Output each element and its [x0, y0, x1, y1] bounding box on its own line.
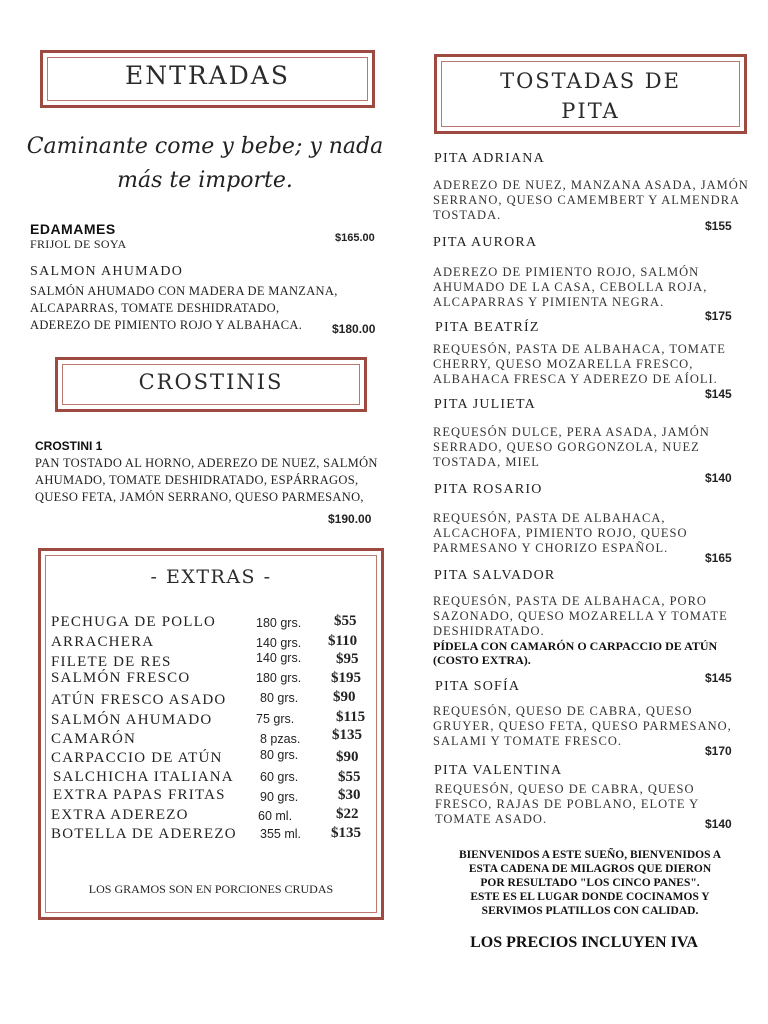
extras-title: - EXTRAS -: [150, 566, 272, 588]
extra-name: EXTRA PAPAS FRITAS: [53, 787, 226, 803]
desc-line: ALBAHACA FRESCA Y ADEREZO DE AÍOLI.: [433, 372, 718, 386]
extra-name: SALMÓN AHUMADO: [51, 712, 213, 728]
tostadas-title-line-1: TOSTADAS DE: [500, 69, 681, 93]
pita-price: $145: [705, 387, 732, 401]
price-includes-iva: LOS PRECIOS INCLUYEN IVA: [470, 934, 698, 951]
extra-name: SALMÓN FRESCO: [51, 670, 191, 686]
desc-line: TOSTADA, MIEL: [433, 455, 540, 469]
desc-line: REQUESÓN, PASTA DE ALBAHACA,: [433, 511, 666, 525]
welcome-line: POR RESULTADO "LOS CINCO PANES".: [480, 877, 700, 889]
welcome-message: [440, 848, 740, 918]
dish-name: EDAMAMES: [30, 221, 116, 237]
extra-price: $135: [331, 825, 361, 841]
desc-line: GRUYER, QUESO FETA, QUESO PARMESANO,: [433, 719, 732, 733]
extra-weight: 80 grs.: [260, 748, 299, 762]
pita-name: PITA SALVADOR: [434, 568, 556, 583]
desc-line: REQUESÓN, QUESO DE CABRA, QUESO: [435, 782, 695, 796]
dish-description: [30, 284, 338, 333]
extra-price: $55: [338, 769, 361, 785]
extra-price: $110: [328, 633, 358, 649]
pita-description: [433, 425, 710, 470]
desc-line: ALCACHOFA, PIMIENTO ROJO, QUESO: [433, 526, 688, 540]
pita-name: PITA VALENTINA: [434, 763, 563, 778]
welcome-line: ESTE ES EL LUGAR DONDE COCINAMOS Y: [470, 891, 710, 903]
extra-name: ARRACHERA: [51, 634, 155, 650]
extra-name: BOTELLA DE ADEREZO: [51, 826, 237, 842]
desc-line: ALCAPARRAS, TOMATE DESHIDRATADO,: [30, 301, 280, 315]
pita-price: $145: [705, 671, 732, 685]
desc-line: SALMÓN AHUMADO CON MADERA DE MANZANA,: [30, 284, 338, 298]
extra-weight: 180 grs.: [256, 616, 302, 630]
crostinis-header-frame: [55, 357, 367, 412]
extra-name: EXTRA ADEREZO: [51, 807, 189, 823]
dish-price: $165.00: [335, 232, 375, 244]
desc-line: TOSTADA.: [433, 208, 502, 222]
extra-weight: 75 grs.: [256, 712, 295, 726]
extra-name: ATÚN FRESCO ASADO: [51, 692, 227, 708]
desc-line: ADEREZO DE NUEZ, MANZANA ASADA, JAMÓN: [433, 178, 749, 192]
extra-weight: 140 grs.: [256, 651, 302, 665]
extra-weight: 355 ml.: [260, 827, 301, 841]
pita-name: PITA ADRIANA: [434, 151, 545, 166]
desc-line: ALCAPARRAS Y PIMIENTA NEGRA.: [433, 295, 665, 309]
desc-line: QUESO FETA, JAMÓN SERRANO, QUESO PARMESANO,: [35, 490, 364, 504]
extra-price: $22: [336, 806, 359, 822]
extra-weight: 60 grs.: [260, 770, 299, 784]
pita-description: [433, 342, 726, 387]
desc-line: ADEREZO DE PIMIENTO ROJO, SALMÓN: [433, 265, 700, 279]
pita-price: $170: [705, 744, 732, 758]
desc-line: FRESCO, RAJAS DE POBLANO, ELOTE Y: [435, 797, 700, 811]
desc-line: SAZONADO, QUESO MOZARELLA Y TOMATE: [433, 609, 728, 623]
pita-extra-note: [433, 639, 717, 667]
extra-name: CARPACCIO DE ATÚN: [51, 750, 223, 766]
pita-price: $140: [705, 471, 732, 485]
desc-line: AHUMADO, TOMATE DESHIDRATADO, ESPÁRRAGOS,: [35, 473, 359, 487]
entradas-header-frame: [40, 50, 375, 108]
desc-line: REQUESÓN, PASTA DE ALBAHACA, TOMATE: [433, 342, 726, 356]
pita-price: $165: [705, 551, 732, 565]
extra-weight: 90 grs.: [260, 790, 299, 804]
extra-name: PECHUGA DE POLLO: [51, 614, 217, 630]
entradas-title: ENTRADAS: [125, 61, 290, 90]
desc-line: ADEREZO DE PIMIENTO ROJO Y ALBAHACA.: [30, 318, 303, 332]
extra-weight: 80 grs.: [260, 691, 299, 705]
desc-line: REQUESÓN, QUESO DE CABRA, QUESO: [433, 704, 693, 718]
extra-name: SALCHICHA ITALIANA: [53, 769, 234, 785]
dish-description: FRIJOL DE SOYA: [30, 237, 127, 251]
extra-price: $135: [332, 727, 362, 743]
pita-description: [433, 704, 732, 749]
tostadas-title-line-2: PITA: [561, 99, 620, 123]
welcome-line: BIENVENIDOS A ESTE SUEÑO, BIENVENIDOS A: [458, 849, 722, 861]
dish-name: CROSTINI 1: [35, 439, 103, 453]
dish-price: $190.00: [328, 512, 372, 526]
pita-name: PITA JULIETA: [434, 397, 536, 412]
pita-name: PITA ROSARIO: [434, 482, 543, 497]
welcome-line: SERVIMOS PLATILLOS CON CALIDAD.: [481, 905, 699, 917]
pita-price: $175: [705, 309, 732, 323]
dish-price: $180.00: [332, 322, 376, 336]
pita-name: PITA SOFÍA: [435, 679, 521, 694]
desc-line: DESHIDRATADO.: [433, 624, 545, 638]
note-line: (COSTO EXTRA).: [433, 653, 531, 667]
extra-weight: 140 grs.: [256, 636, 302, 650]
extra-price: $195: [331, 670, 361, 686]
pita-description: [435, 782, 699, 827]
dish-description: [35, 456, 378, 505]
desc-line: CHERRY, QUESO MOZARELLA FRESCO,: [433, 357, 694, 371]
extra-name: CAMARÓN: [51, 731, 137, 747]
desc-line: TOMATE ASADO.: [435, 812, 548, 826]
quote: [20, 130, 390, 198]
tostadas-header-frame: [434, 54, 747, 134]
note-line: PÍDELA CON CAMARÓN O CARPACCIO DE ATÚN: [433, 639, 718, 653]
extra-price: $55: [334, 613, 357, 629]
extra-price: $90: [333, 689, 356, 705]
extra-name: FILETE DE RES: [51, 654, 172, 670]
extra-price: $95: [336, 651, 359, 667]
quote-line-2: más te importe.: [117, 168, 293, 193]
extra-price: $90: [336, 749, 359, 765]
pita-price: $155: [705, 219, 732, 233]
desc-line: SALAMI Y TOMATE FRESCO.: [433, 734, 622, 748]
pita-description: [433, 265, 707, 310]
extra-weight: 180 grs.: [256, 671, 302, 685]
extra-weight: 8 pzas.: [260, 732, 301, 746]
extras-note: LOS GRAMOS SON EN PORCIONES CRUDAS: [88, 882, 334, 896]
dish-name: SALMON AHUMADO: [30, 264, 184, 279]
extra-weight: 60 ml.: [258, 809, 293, 823]
desc-line: REQUESÓN DULCE, PERA ASADA, JAMÓN: [433, 425, 710, 439]
pita-price: $140: [705, 817, 732, 831]
pita-name: PITA BEATRÍZ: [435, 320, 540, 335]
desc-line: SERRANO, QUESO CAMEMBERT Y ALMENDRA: [433, 193, 741, 207]
extra-price: $115: [336, 709, 366, 725]
desc-line: SERRADO, QUESO GORGONZOLA, NUEZ: [433, 440, 700, 454]
welcome-line: ESTA CADENA DE MILAGROS QUE DIERON: [468, 863, 712, 875]
pita-description: [433, 178, 749, 223]
desc-line: REQUESÓN, PASTA DE ALBAHACA, PORO: [433, 594, 707, 608]
extra-price: $30: [338, 787, 361, 803]
quote-line-1: Caminante come y bebe; y nada: [26, 134, 384, 159]
pita-description: [433, 511, 688, 556]
pita-name: PITA AURORA: [433, 235, 538, 250]
desc-line: PARMESANO Y CHORIZO ESPAÑOL.: [433, 541, 669, 555]
pita-description: [433, 594, 728, 639]
crostinis-title: CROSTINIS: [138, 370, 284, 394]
desc-line: PAN TOSTADO AL HORNO, ADEREZO DE NUEZ, SALMÓN: [35, 456, 378, 470]
desc-line: AHUMADO DE LA CASA, CEBOLLA ROJA,: [433, 280, 708, 294]
